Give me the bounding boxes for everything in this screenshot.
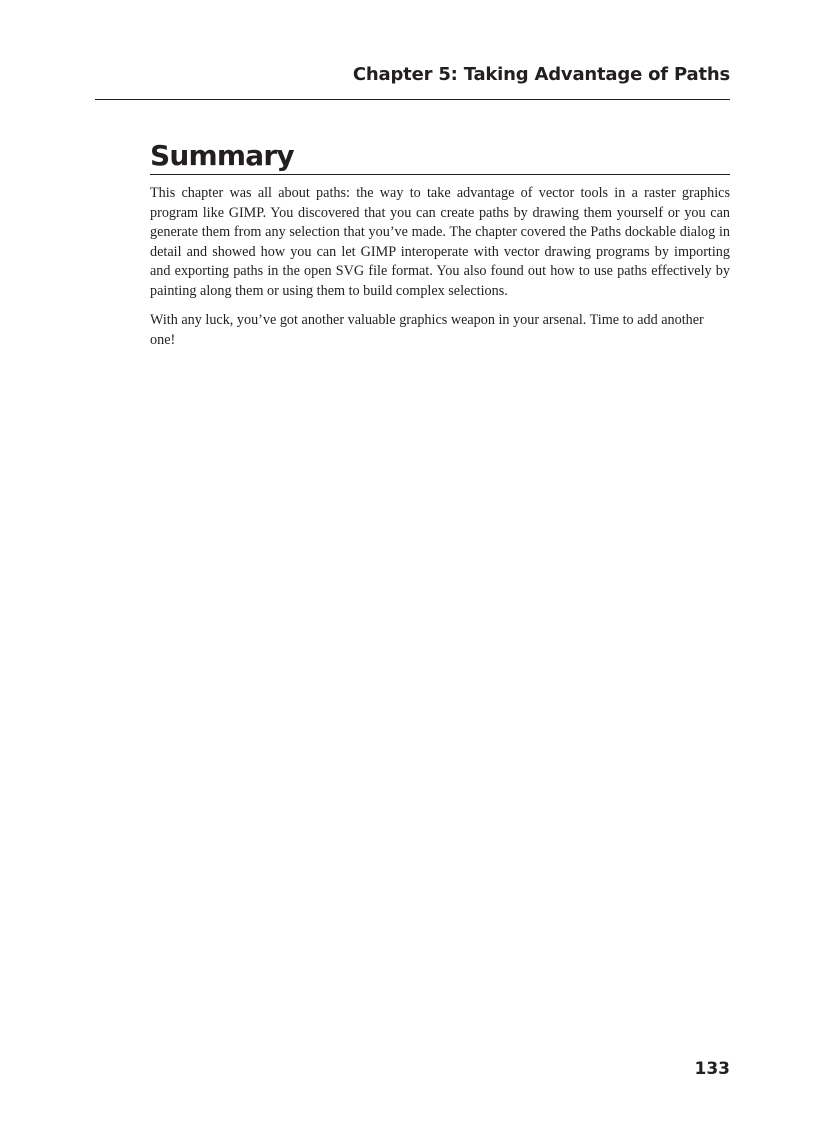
body-paragraph-1: This chapter was all about paths: the way to take advantage of vector tools in a raster graphics program like GIMP. You discovered that you can create paths by drawing them yourself or you can generate them from any selection that you’ve made. The chapter covered the Paths dockable dialog in detail and showed how you can let GIMP interoperate with vector drawing programs by importing and exporting paths in the open SVG file format. You also found out how to use paths effectively by painting along them or using them to build complex selections. bbox=[150, 185, 730, 299]
running-title: Chapter 5: Taking Advantage of Paths bbox=[352, 64, 730, 85]
summary-section bbox=[150, 138, 730, 350]
section-heading: Summary bbox=[150, 138, 730, 175]
running-header bbox=[95, 63, 730, 100]
body-paragraph-2: With any luck, you’ve got another valuable graphics weapon in your arsenal. Time to add another one! bbox=[150, 312, 704, 348]
page-number: 133 bbox=[694, 1059, 730, 1079]
